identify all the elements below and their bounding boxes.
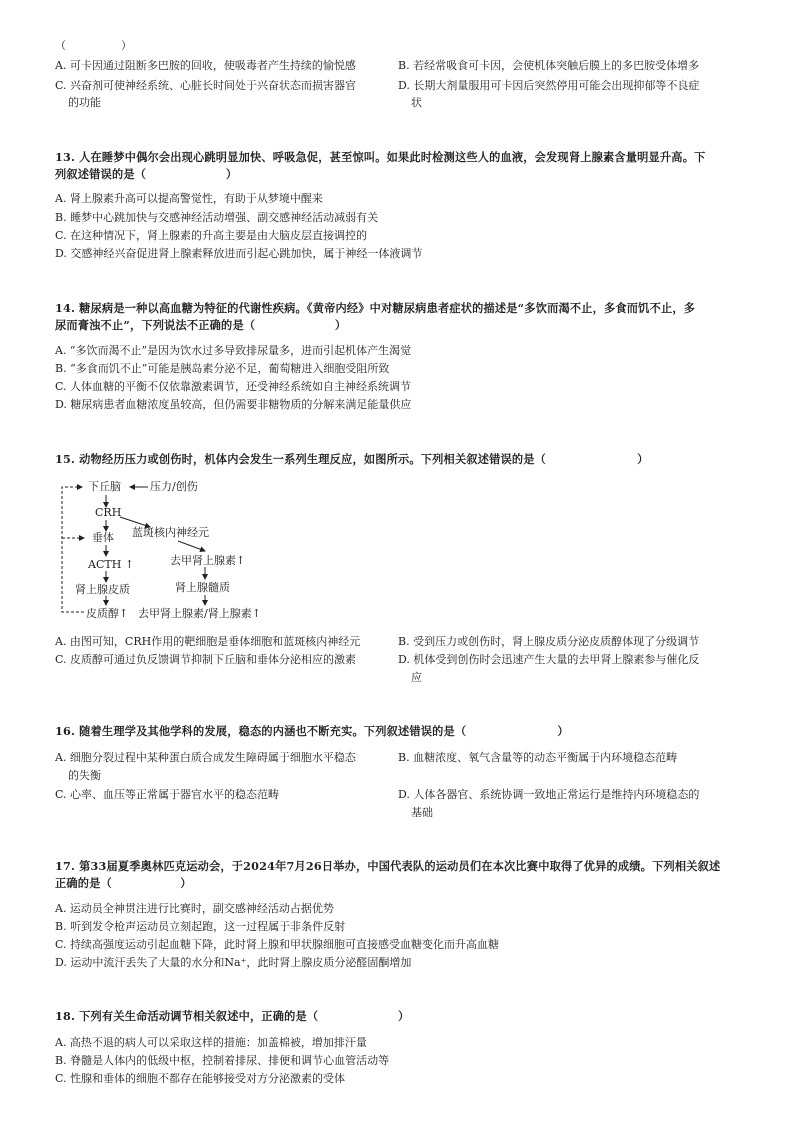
node-acth: ACTH ↑	[88, 558, 135, 571]
q13-option-a: A. 肾上腺素升高可以提高警觉性，有助于从梦境中醒来	[55, 192, 323, 205]
q18-option-a: A. 高热不退的病人可以采取这样的措施：加盖棉被，增加排汗量	[55, 1036, 367, 1049]
q17-option-c: C. 持续高强度运动引起血糖下降，此时肾上腺和甲状腺细胞可直接感受血糖变化而升高血糖	[55, 938, 500, 951]
q13-stem-line1: 13. 人在睡梦中偶尔会出现心跳明显加快、呼吸急促，甚至惊叫。如果此时检测这些人的血液，会发现肾上腺素含量明显升高。下	[55, 150, 706, 164]
q15-stem: 15. 动物经历压力或创伤时，机体内会发生一系列生理反应，如图所示。下列相关叙述错误的是（ ）	[55, 452, 649, 466]
node-adrenal-medulla: 肾上腺髓质	[175, 581, 230, 594]
node-locus-coeruleus: 蓝斑核内神经元	[132, 526, 209, 539]
q16-option-c: C. 心率、血压等正常属于器官水平的稳态范畴	[55, 788, 280, 801]
node-hypothalamus: 下丘脑	[88, 480, 121, 493]
q16-option-a-cont: 的失衡	[68, 769, 101, 782]
q16-stem: 16. 随着生理学及其他学科的发展，稳态的内涵也不断充实。下列叙述错误的是（ ）	[55, 724, 569, 738]
q16-option-d: D. 人体各器官、系统协调一致地正常运行是维持内环境稳态的	[398, 788, 700, 801]
q16-option-d-cont: 基础	[411, 806, 433, 819]
node-epinephrine: 去甲肾上腺素/肾上腺素↑	[138, 607, 261, 620]
q12-option-a: A. 可卡因通过阻断多巴胺的回收，使吸毒者产生持续的愉悦感	[55, 59, 356, 72]
q12-option-c-cont: 的功能	[68, 96, 101, 109]
q12-option-b: B. 若经常吸食可卡因，会使机体突触后膜上的多巴胺受体增多	[398, 59, 700, 72]
node-stress: 压力/创伤	[150, 480, 198, 493]
q14-option-d: D. 糖尿病患者血糖浓度虽较高，但仍需要非糖物质的分解来满足能量供应	[55, 398, 412, 411]
node-cortisol: 皮质醇↑	[86, 607, 129, 620]
q15-option-d: D. 机体受到创伤时会迅速产生大量的去甲肾上腺素参与催化反	[398, 653, 700, 666]
q18-option-c: C. 性腺和垂体的细胞不都存在能够接受对方分泌激素的受体	[55, 1072, 346, 1085]
node-pituitary: 垂体	[92, 531, 114, 544]
q13-option-d: D. 交感神经兴奋促进肾上腺素释放进而引起心跳加快，属于神经一体液调节	[55, 247, 423, 260]
q15-option-a: A. 由图可知，CRH作用的靶细胞是垂体细胞和蓝斑核内神经元	[55, 635, 361, 648]
q15-option-d-cont: 应	[411, 671, 422, 684]
q13-option-b: B. 睡梦中心跳加快与交感神经活动增强、副交感神经活动减弱有关	[55, 211, 379, 224]
q12-option-d-cont: 状	[411, 96, 422, 109]
q14-stem-line2: 尿而膏浊不止”，下列说法不正确的是（ ）	[55, 318, 347, 332]
q17-option-a: A. 运动员全神贯注进行比赛时，副交感神经活动占据优势	[55, 902, 334, 915]
q17-option-b: B. 听到发令枪声运动员立刻起跑，这一过程属于非条件反射	[55, 920, 346, 933]
q15-option-c: C. 皮质醇可通过负反馈调节抑制下丘脑和垂体分泌相应的激素	[55, 653, 357, 666]
q17-option-d: D. 运动中流汗丢失了大量的水分和Na⁺，此时肾上腺皮质分泌醛固酮增加	[55, 956, 412, 969]
q14-option-a: A. “多饮而渴不止”是因为饮水过多导致排尿量多，进而引起机体产生渴觉	[55, 344, 412, 357]
q13-option-c: C. 在这种情况下，肾上腺素的升高主要是由大脑皮层直接调控的	[55, 229, 368, 242]
q15-option-b: B. 受到压力或创伤时，肾上腺皮质分泌皮质醇体现了分级调节	[398, 635, 700, 648]
arrow-locus-to-norepi	[178, 541, 205, 551]
q17-stem-line1: 17. 第33届夏季奥林匹克运动会，于2024年7月26日举办，中国代表队的运动员们在本次比赛中取得了优异的成绩。下列相关叙述	[55, 859, 721, 873]
q18-stem: 18. 下列有关生命活动调节相关叙述中，正确的是（ ）	[55, 1009, 410, 1023]
q14-stem-line1: 14. 糖尿病是一种以高血糖为特征的代谢性疾病。《黄帝内经》中对糖尿病患者症状的描述是“多饮而渴不止，多食而饥不止，多	[55, 301, 696, 315]
q13-stem-line2: 列叙述错误的是（ ）	[55, 167, 238, 181]
q12-paren: （ ）	[55, 39, 132, 52]
node-adrenal-cortex: 肾上腺皮质	[75, 583, 130, 596]
q14-option-c: C. 人体血糖的平衡不仅依靠激素调节，还受神经系统如自主神经系统调节	[55, 380, 412, 393]
node-norepi-up: 去甲肾上腺素↑	[170, 554, 246, 567]
q14-option-b: B. “多食而饥不止”可能是胰岛素分泌不足，葡萄糖进入细胞受阻所致	[55, 362, 390, 375]
q12-option-c: C. 兴奋剂可使神经系统、心脏长时间处于兴奋状态而损害器官	[55, 79, 357, 92]
q16-option-b: B. 血糖浓度、氧气含量等的动态平衡属于内环境稳态范畴	[398, 751, 678, 764]
q17-stem-line2: 正确的是（ ）	[55, 876, 192, 890]
q16-option-a: A. 细胞分裂过程中某种蛋白质合成发生障碍属于细胞水平稳态	[55, 751, 356, 764]
node-crh: CRH	[95, 506, 122, 519]
q18-option-b: B. 脊髓是人体内的低级中枢，控制着排尿、排便和调节心血管活动等	[55, 1054, 390, 1067]
q12-option-d: D. 长期大剂量服用可卡因后突然停用可能会出现抑郁等不良症	[398, 79, 700, 92]
